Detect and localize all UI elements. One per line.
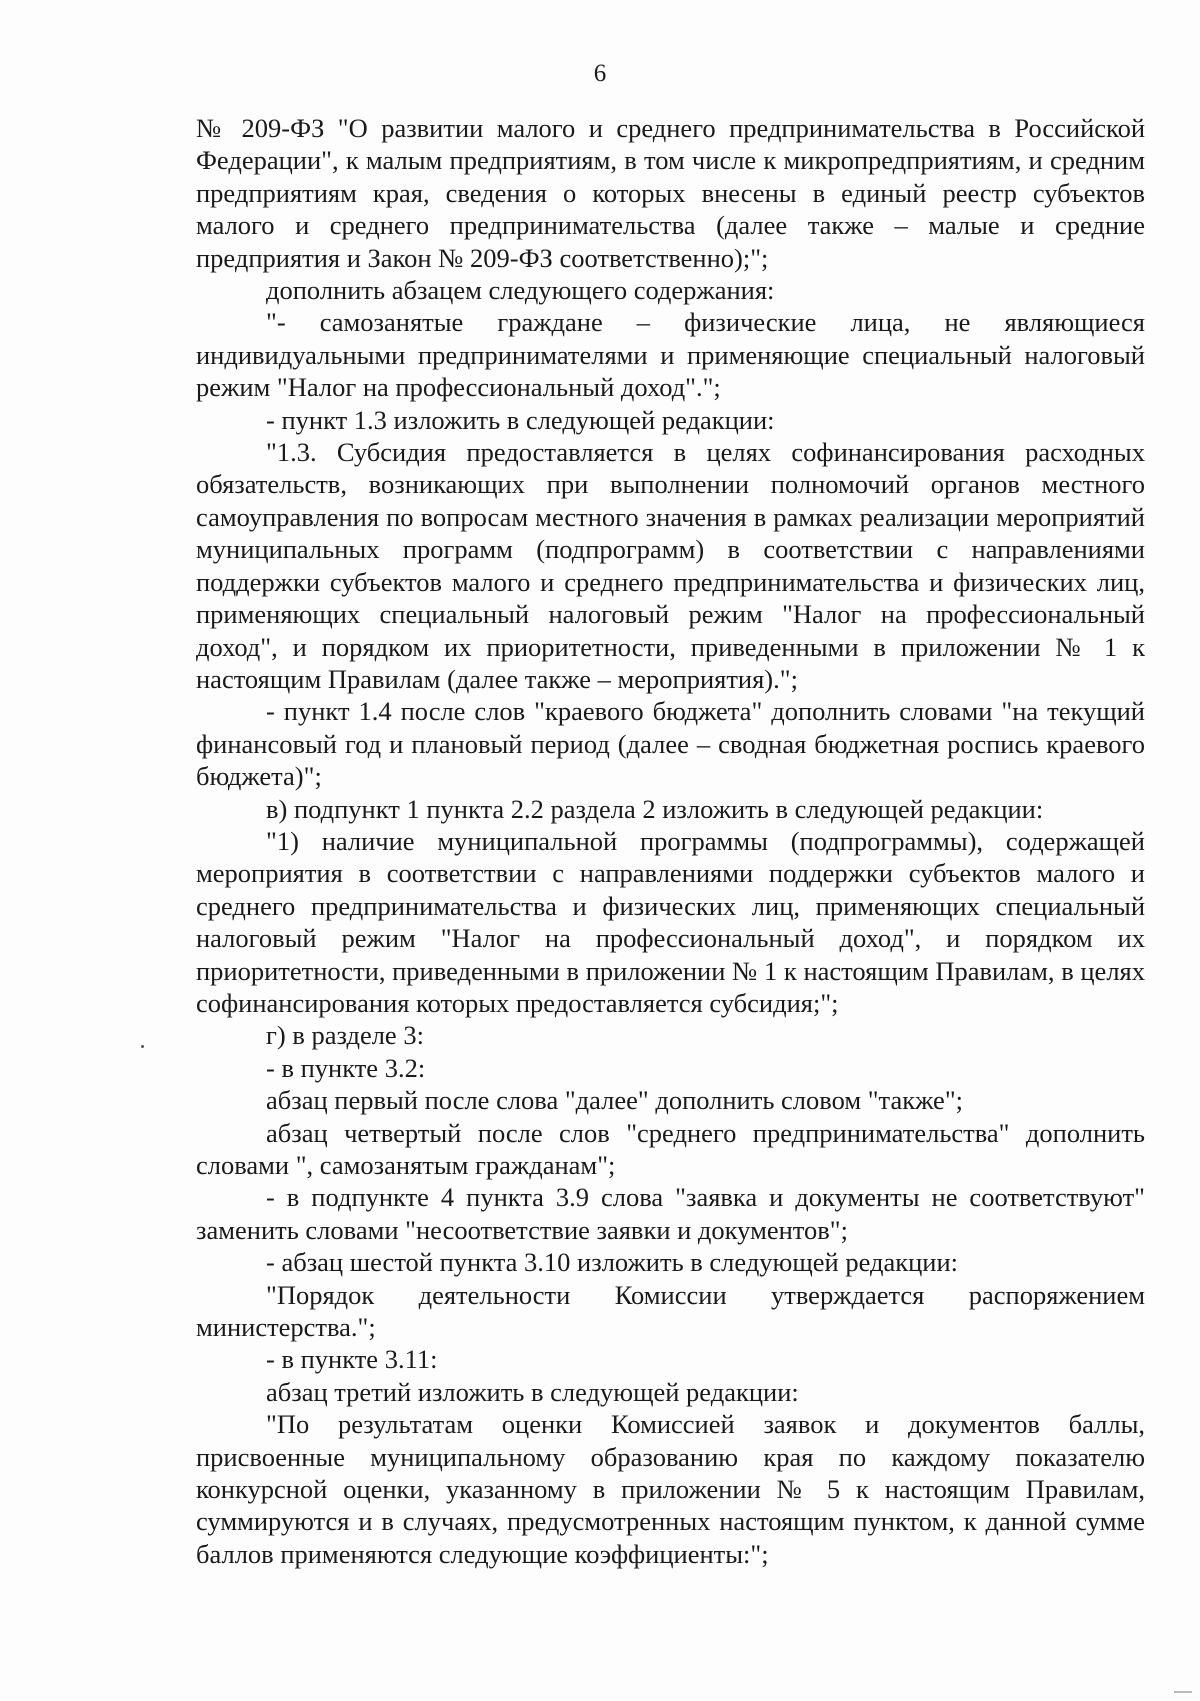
paragraph: - в пункте 3.11:: [266, 1344, 438, 1375]
paragraph: - абзац шестой пункта 3.10 изложить в следующей редакции:: [266, 1247, 959, 1278]
paragraph: "- самозанятые граждане – физические лица, не являющиеся индивидуальными предпринимателями и применяющие специальный налоговый режим "Налог на профессиональный доход".";: [196, 307, 1145, 403]
paragraph: № 209-ФЗ "О развитии малого и среднего предпринимательства в Российской Федерации", к малым предприятиям, в том числе к микропредприятиям, и средним предприятиям края, сведения о которых внесены в единый реестр субъектов малого и среднего предпринимательства (далее также – малые и средние предприятия и Закон № 209-ФЗ соответственно);";: [196, 113, 1145, 273]
paragraph: - в пункте 3.2:: [266, 1052, 426, 1083]
paragraph: абзац четвертый после слов "среднего предпринимательства" дополнить словами ", самозанятым гражданам";: [196, 1117, 1145, 1180]
paragraph: "Порядок деятельности Комиссии утверждается распоряжением министерства.";: [196, 1279, 1145, 1343]
scan-speck: [141, 1045, 144, 1048]
paragraph: "1.3. Субсидия предоставляется в целях софинансирования расходных обязательств, возникающих при выполнении полномочий органов местного самоуправления по вопросам местного значения в рамках реализации мероприятий муниципальных программ (подпрограмм) в соответствии с направлениями поддержки субъектов малого и среднего предпринимательства и физических лиц, применяющих специальный налоговый режим "Налог на профессиональный доход", и порядком их приоритетности, приведенными в приложении № 1 к настоящим Правилам (далее также – мероприятия).";: [196, 437, 1145, 694]
paragraph: абзац третий изложить в следующей редакции:: [266, 1376, 799, 1407]
document-body: [196, 112, 1145, 1570]
paragraph: "По результатам оценки Комиссией заявок и документов баллы, присвоенные муниципальному образованию края по каждому показателю конкурсной оценки, указанному в приложении № 5 к настоящим Правилам, суммируются и в случаях, предусмотренных настоящим пунктом, к данной сумме баллов применяются следующие коэффициенты:";: [196, 1409, 1145, 1569]
scan-edge-mark: [1174, 1691, 1192, 1693]
paragraph: абзац первый после слова "далее" дополнить словом "также";: [266, 1085, 963, 1116]
paragraph: дополнить абзацем следующего содержания:: [266, 275, 775, 306]
paragraph: в) подпункт 1 пункта 2.2 раздела 2 изложить в следующей редакции:: [266, 793, 1044, 824]
page-number: 6: [593, 60, 607, 87]
paragraph: - пункт 1.3 изложить в следующей редакции:: [266, 404, 775, 435]
paragraph: г) в разделе 3:: [266, 1020, 424, 1051]
paragraph: - в подпункте 4 пункта 3.9 слова "заявка и документы не соответствуют" заменить словами "несоответствие заявки и документов";: [196, 1182, 1145, 1245]
paragraph: "1) наличие муниципальной программы (подпрограммы), содержащей мероприятия в соответствии с направлениями поддержки субъектов малого и среднего предпринимательства и физических лиц, применяющих специальный налоговый режим "Налог на профессиональный доход", и порядком их приоритетности, приведенными в приложении № 1 к настоящим Правилам, в целях софинансирования которых предоставляется субсидия;";: [196, 825, 1145, 1018]
paragraph: - пункт 1.4 после слов "краевого бюджета" дополнить словами "на текущий финансовый год и плановый период (далее – сводная бюджетная роспись краевого бюджета)";: [196, 696, 1145, 792]
